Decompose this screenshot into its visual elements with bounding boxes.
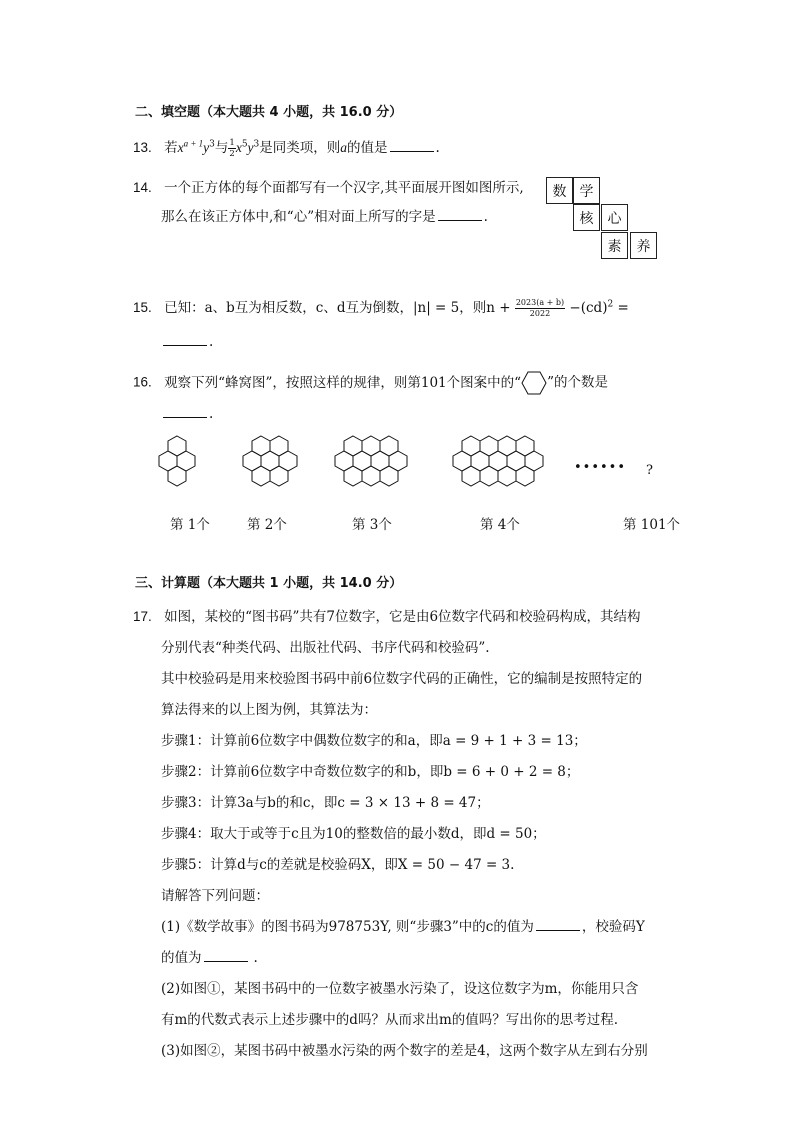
figure-caption: 第 4个 — [480, 517, 520, 533]
q13-x2-exponent: 5 — [241, 139, 248, 150]
net-cell: 养 — [630, 232, 657, 259]
q17-part2-cont: 有m的代数式表示上述步骤中的d吗？从而求出m的值吗？写出你的思考过程. — [161, 1012, 619, 1028]
q13-text-mid: 与 — [214, 140, 229, 156]
q13-frac-num: 1 — [229, 138, 235, 148]
q13-var: a — [340, 140, 348, 155]
section-heading-calculation: 三、计算题（本大题共 1 小题，共 14.0 分） — [135, 576, 403, 591]
q17-part2: (2)如图①，某图书码中的一位数字被墨水污染了，设这位数字为m，你能用只含 — [161, 981, 639, 997]
question-16-answer-line — [161, 405, 213, 422]
ellipsis: •••••• — [574, 460, 627, 475]
q17-line: 请解答下列问题： — [161, 888, 269, 904]
net-cell: 数 — [546, 177, 573, 204]
question-15-answer-line — [161, 333, 213, 350]
figure-caption: 第 3个 — [352, 517, 392, 533]
q15-tail: −(cd) — [569, 300, 608, 316]
net-cell: 核 — [573, 204, 600, 231]
q16-text-pre: 观察下列“蜂窝图”，按照这样的规律，则第101个图案中的“ — [164, 374, 522, 391]
q17-part3: (3)如图②，某图书码中被墨水污染的两个数字的差是4，这两个数字从左到右分别 — [161, 1043, 648, 1059]
net-cell: 素 — [601, 232, 628, 259]
q13-x2: x — [235, 140, 242, 155]
net-cell: 学 — [573, 177, 600, 204]
q15-frac-num: 2023(a + b) — [515, 298, 565, 307]
q17-line: 分别代表“种类代码、出版社代码、书序代码和校验码”. — [161, 640, 490, 656]
q15-frac-den: 2022 — [529, 309, 551, 318]
answer-blank[interactable] — [204, 949, 248, 962]
q15-text: 已知：a、b互为相反数，c、d互为倒数，|n| = 5，则n + — [164, 300, 511, 316]
q13-x-exponent: a + 1 — [183, 138, 204, 149]
figure-caption: 第 1个 — [170, 517, 210, 533]
question-number: 15. — [133, 300, 152, 315]
section-heading-fill-in: 二、填空题（本大题共 4 小题，共 16.0 分） — [135, 105, 403, 120]
net-cell: 心 — [601, 204, 628, 231]
q17-part1-text-c: 的值为 — [161, 950, 202, 966]
q17-part1-text: (1)《数学故事》的图书码为978753Y, 则“步骤3”中的c的值为 — [161, 919, 534, 935]
question-number: 13. — [133, 140, 152, 155]
answer-blank[interactable] — [536, 918, 580, 931]
q13-frac-den: 2 — [229, 149, 235, 159]
honeycomb-figure-3 — [335, 436, 407, 486]
question-mark: ? — [646, 463, 653, 478]
question-14-line1 — [133, 176, 524, 196]
q14-line1: 一个正方体的每个面都写有一个汉字,其平面展开图如图所示, — [164, 180, 524, 196]
q16-end: . — [209, 406, 214, 422]
question-13 — [133, 136, 440, 159]
q16-text-post: ”的个数是 — [547, 374, 608, 391]
q17-step: 步骤4：取大于或等于c且为10的整数倍的最小数d，即d = 50； — [161, 826, 546, 842]
question-16 — [133, 370, 608, 396]
q13-text-pre: 若 — [164, 140, 178, 156]
hexagon-icon — [521, 370, 547, 396]
question-15 — [133, 296, 629, 319]
question-14-line2 — [161, 205, 488, 225]
q17-line: 其中校验码是用来校验图书码中前6位数字代码的正确性，它的编制是按照特定的 — [161, 671, 643, 687]
q13-text-tail: 的值是 — [347, 140, 388, 156]
q13-fraction — [228, 138, 235, 159]
question-number: 17. — [133, 609, 152, 624]
answer-blank[interactable] — [163, 333, 207, 346]
q17-part1-end: . — [253, 950, 258, 966]
q13-y: y — [203, 140, 210, 155]
honeycomb-figure-4 — [453, 436, 543, 486]
figure-caption: 第 101个 — [623, 517, 681, 533]
q17-line: 如图，某校的“图书码”共有7位数字，它是由6位数字代码和校验码构成，其结构 — [164, 609, 641, 625]
honeycomb-figure-1 — [159, 436, 195, 486]
q17-step: 步骤5：计算d与c的差就是校验码X，即X = 50 − 47 = 3. — [161, 857, 515, 873]
q13-y2-exponent: 3 — [253, 139, 260, 150]
question-number: 16. — [133, 374, 152, 390]
q13-end: . — [435, 140, 440, 156]
q17-line: 算法得来的以上图为例，其算法为： — [161, 702, 377, 718]
q14-line2: 那么在该正方体中,和“心”相对面上所写的字是 — [161, 209, 436, 225]
q17-step: 步骤3：计算3a与b的和c，即c = 3 × 13 + 8 = 47； — [161, 795, 490, 811]
answer-blank[interactable] — [438, 208, 482, 221]
answer-blank[interactable] — [163, 405, 207, 418]
q17-part1-text-b: ，校验码Y — [581, 919, 645, 935]
q17-part1-cont — [161, 946, 258, 966]
question-17-line — [133, 605, 641, 625]
question-number: 14. — [133, 180, 152, 195]
q15-tail-exponent: 2 — [607, 299, 614, 310]
q17-step: 步骤1：计算前6位数字中偶数位数字的和a，即a = 9 + 1 + 3 = 13； — [161, 733, 587, 749]
q13-y2: y — [247, 140, 254, 155]
q13-x: x — [177, 140, 184, 155]
q15-equals: = — [617, 300, 629, 316]
q15-end: . — [209, 334, 214, 350]
honeycomb-figure-2 — [243, 436, 297, 486]
q17-part1 — [161, 915, 645, 935]
q15-fraction — [515, 298, 565, 319]
q13-y-exponent: 3 — [209, 139, 215, 150]
answer-blank[interactable] — [390, 139, 434, 152]
q17-step: 步骤2：计算前6位数字中奇数位数字的和b，即b = 6 + 0 + 2 = 8； — [161, 764, 580, 780]
q13-text-post: 是同类项，则 — [259, 140, 341, 156]
q14-end: . — [483, 209, 488, 225]
figure-caption: 第 2个 — [247, 517, 287, 533]
